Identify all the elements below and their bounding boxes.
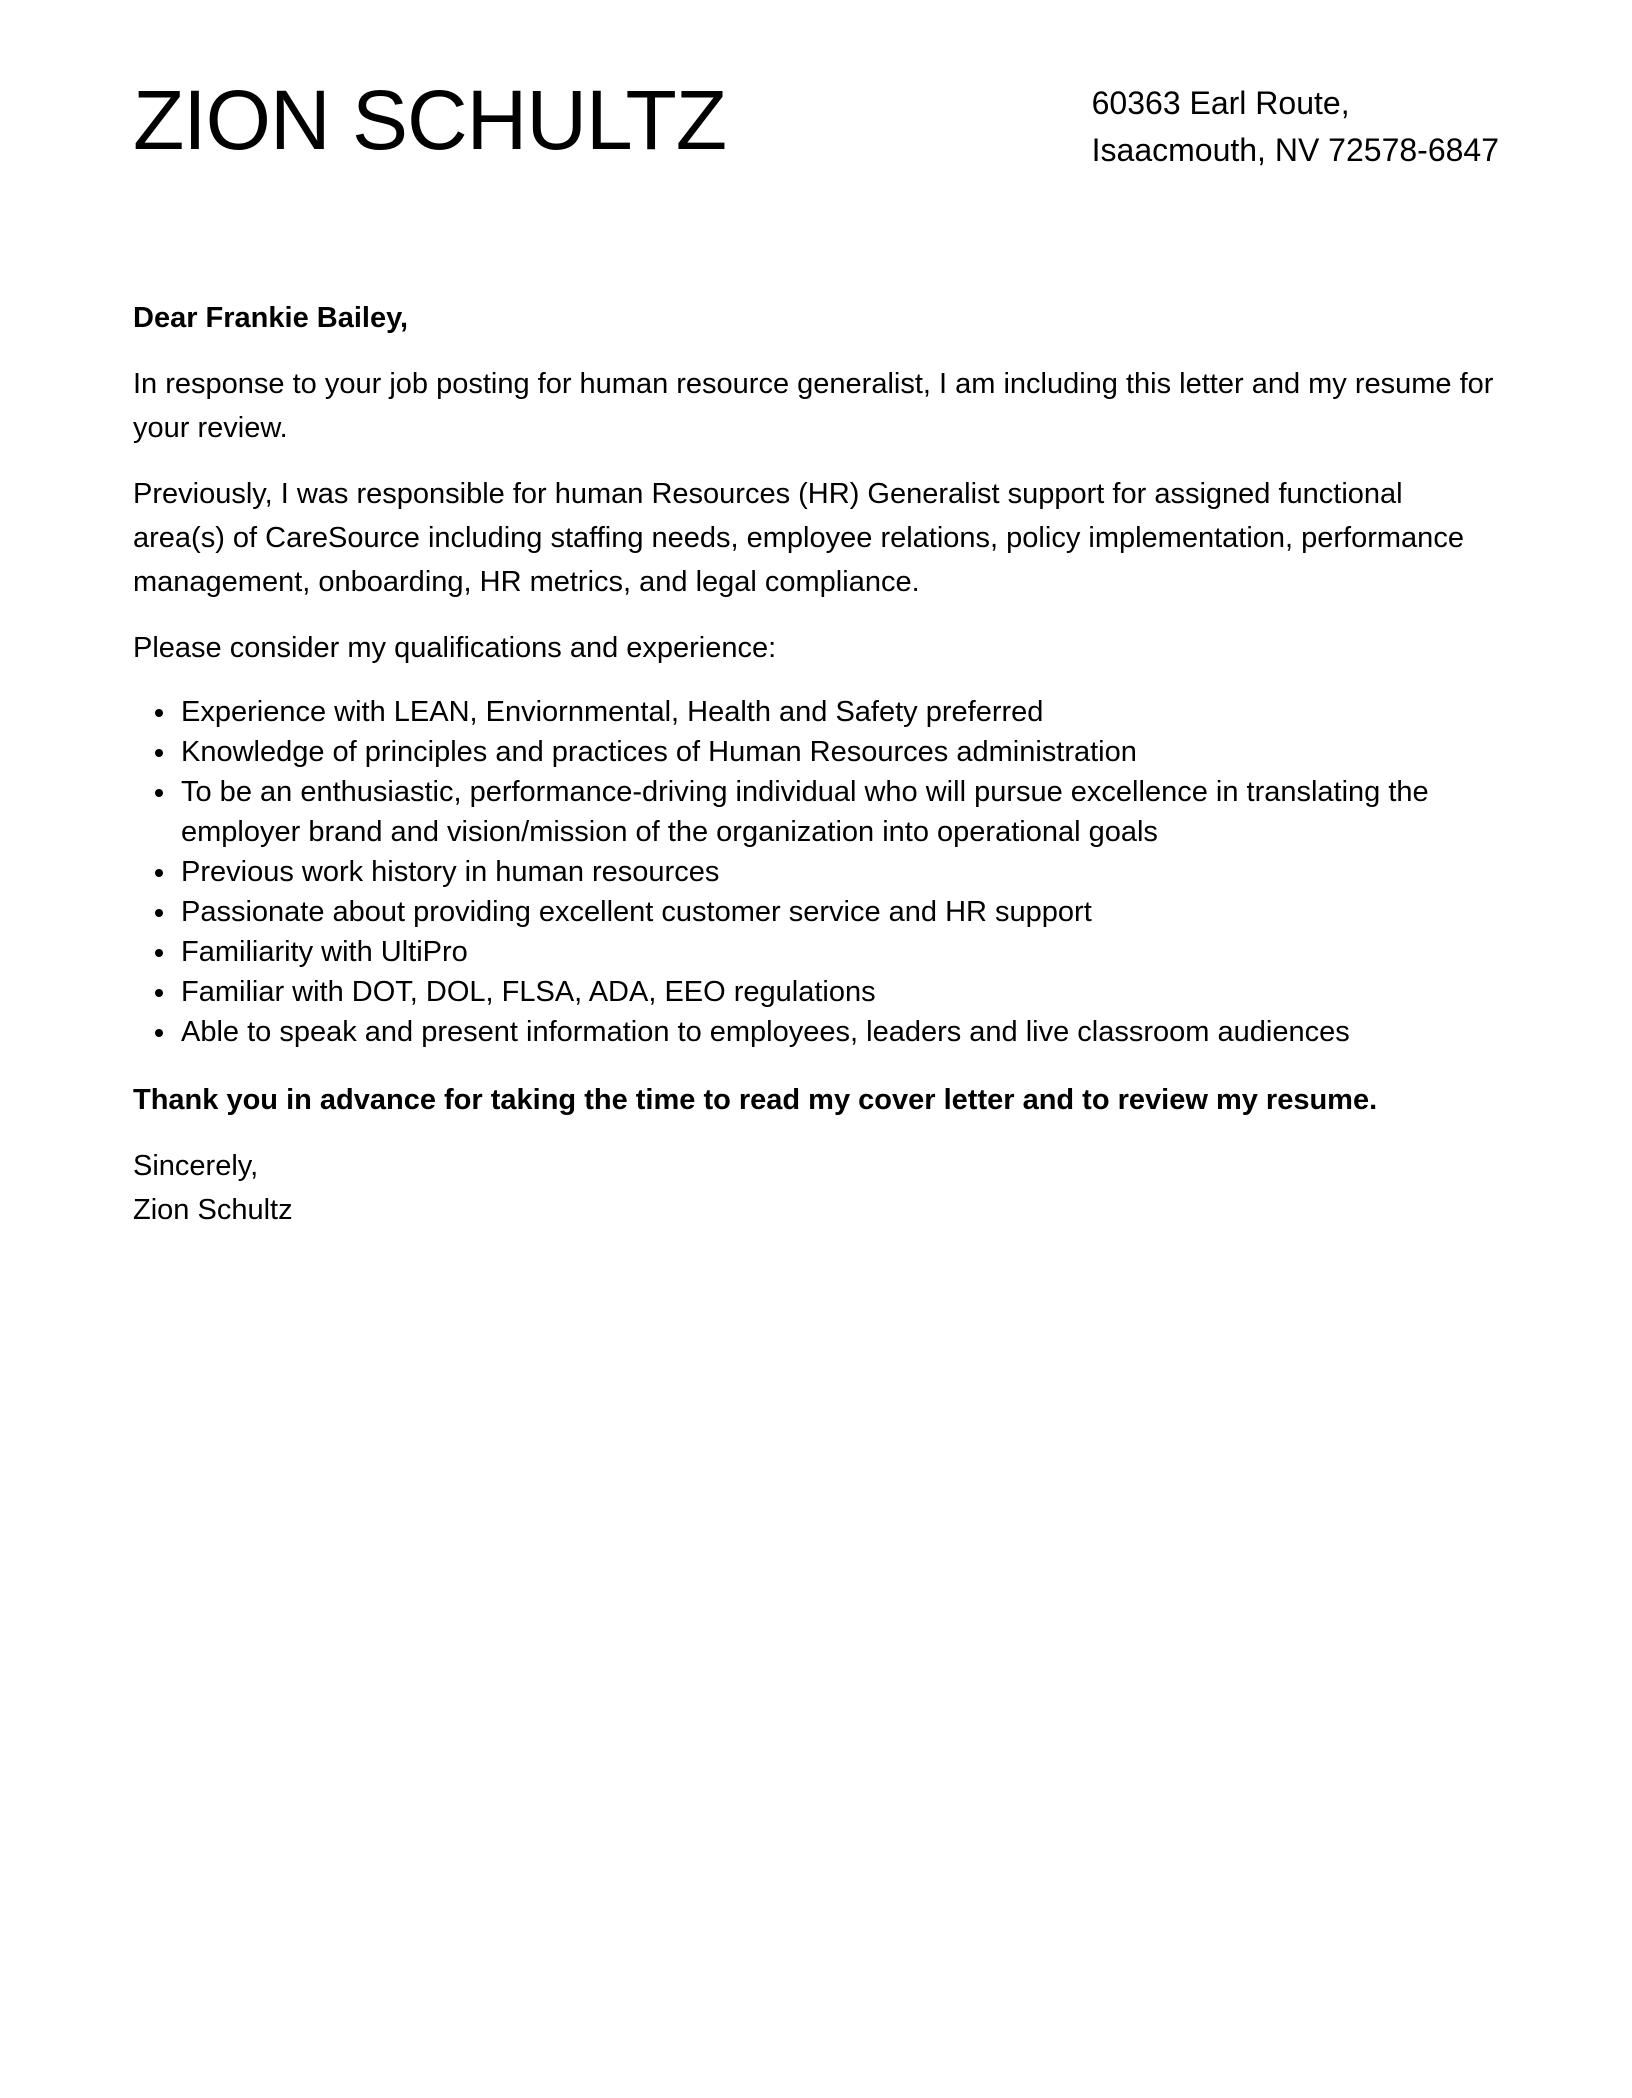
signoff-block	[133, 1144, 1499, 1232]
list-item: Previous work history in human resources	[181, 852, 1499, 892]
list-item: To be an enthusiastic, performance-driving individual who will pursue excellence in translating the employer brand and vision/mission of the organization into operational goals	[181, 772, 1499, 852]
signature-name: Zion Schultz	[133, 1194, 293, 1226]
previous-experience-paragraph: Previously, I was responsible for human Resources (HR) Generalist support for assigned functional area(s) of CareSource including staffing needs, employee relations, policy implementation, performance management, onboarding, HR metrics, and legal compliance.	[133, 478, 1464, 598]
consider-paragraph: Please consider my qualifications and experience:	[133, 632, 777, 664]
applicant-name: ZION SCHULTZ	[133, 73, 727, 167]
list-item: Familiarity with UltiPro	[181, 932, 1499, 972]
intro-paragraph: In response to your job posting for human resource generalist, I am including this letter and my resume for your review.	[133, 368, 1494, 444]
letter-body	[133, 296, 1499, 1232]
list-item: Experience with LEAN, Enviornmental, Health and Safety preferred	[181, 692, 1499, 732]
closing-word: Sincerely,	[133, 1150, 259, 1182]
list-item: Knowledge of principles and practices of Human Resources administration	[181, 732, 1499, 772]
list-item: Able to speak and present information to employees, leaders and live classroom audiences	[181, 1012, 1499, 1052]
applicant-address	[1092, 80, 1499, 174]
thank-you-line: Thank you in advance for taking the time to read my cover letter and to review my resume.	[133, 1084, 1378, 1116]
list-item: Passionate about providing excellent customer service and HR support	[181, 892, 1499, 932]
salutation: Dear Frankie Bailey,	[133, 302, 409, 334]
qualifications-list	[133, 692, 1499, 1052]
list-item: Familiar with DOT, DOL, FLSA, ADA, EEO regulations	[181, 972, 1499, 1012]
address-line-2: Isaacmouth, NV 72578-6847	[1091, 132, 1499, 168]
letter-header	[133, 70, 1499, 180]
address-line-1: 60363 Earl Route,	[1091, 85, 1350, 121]
